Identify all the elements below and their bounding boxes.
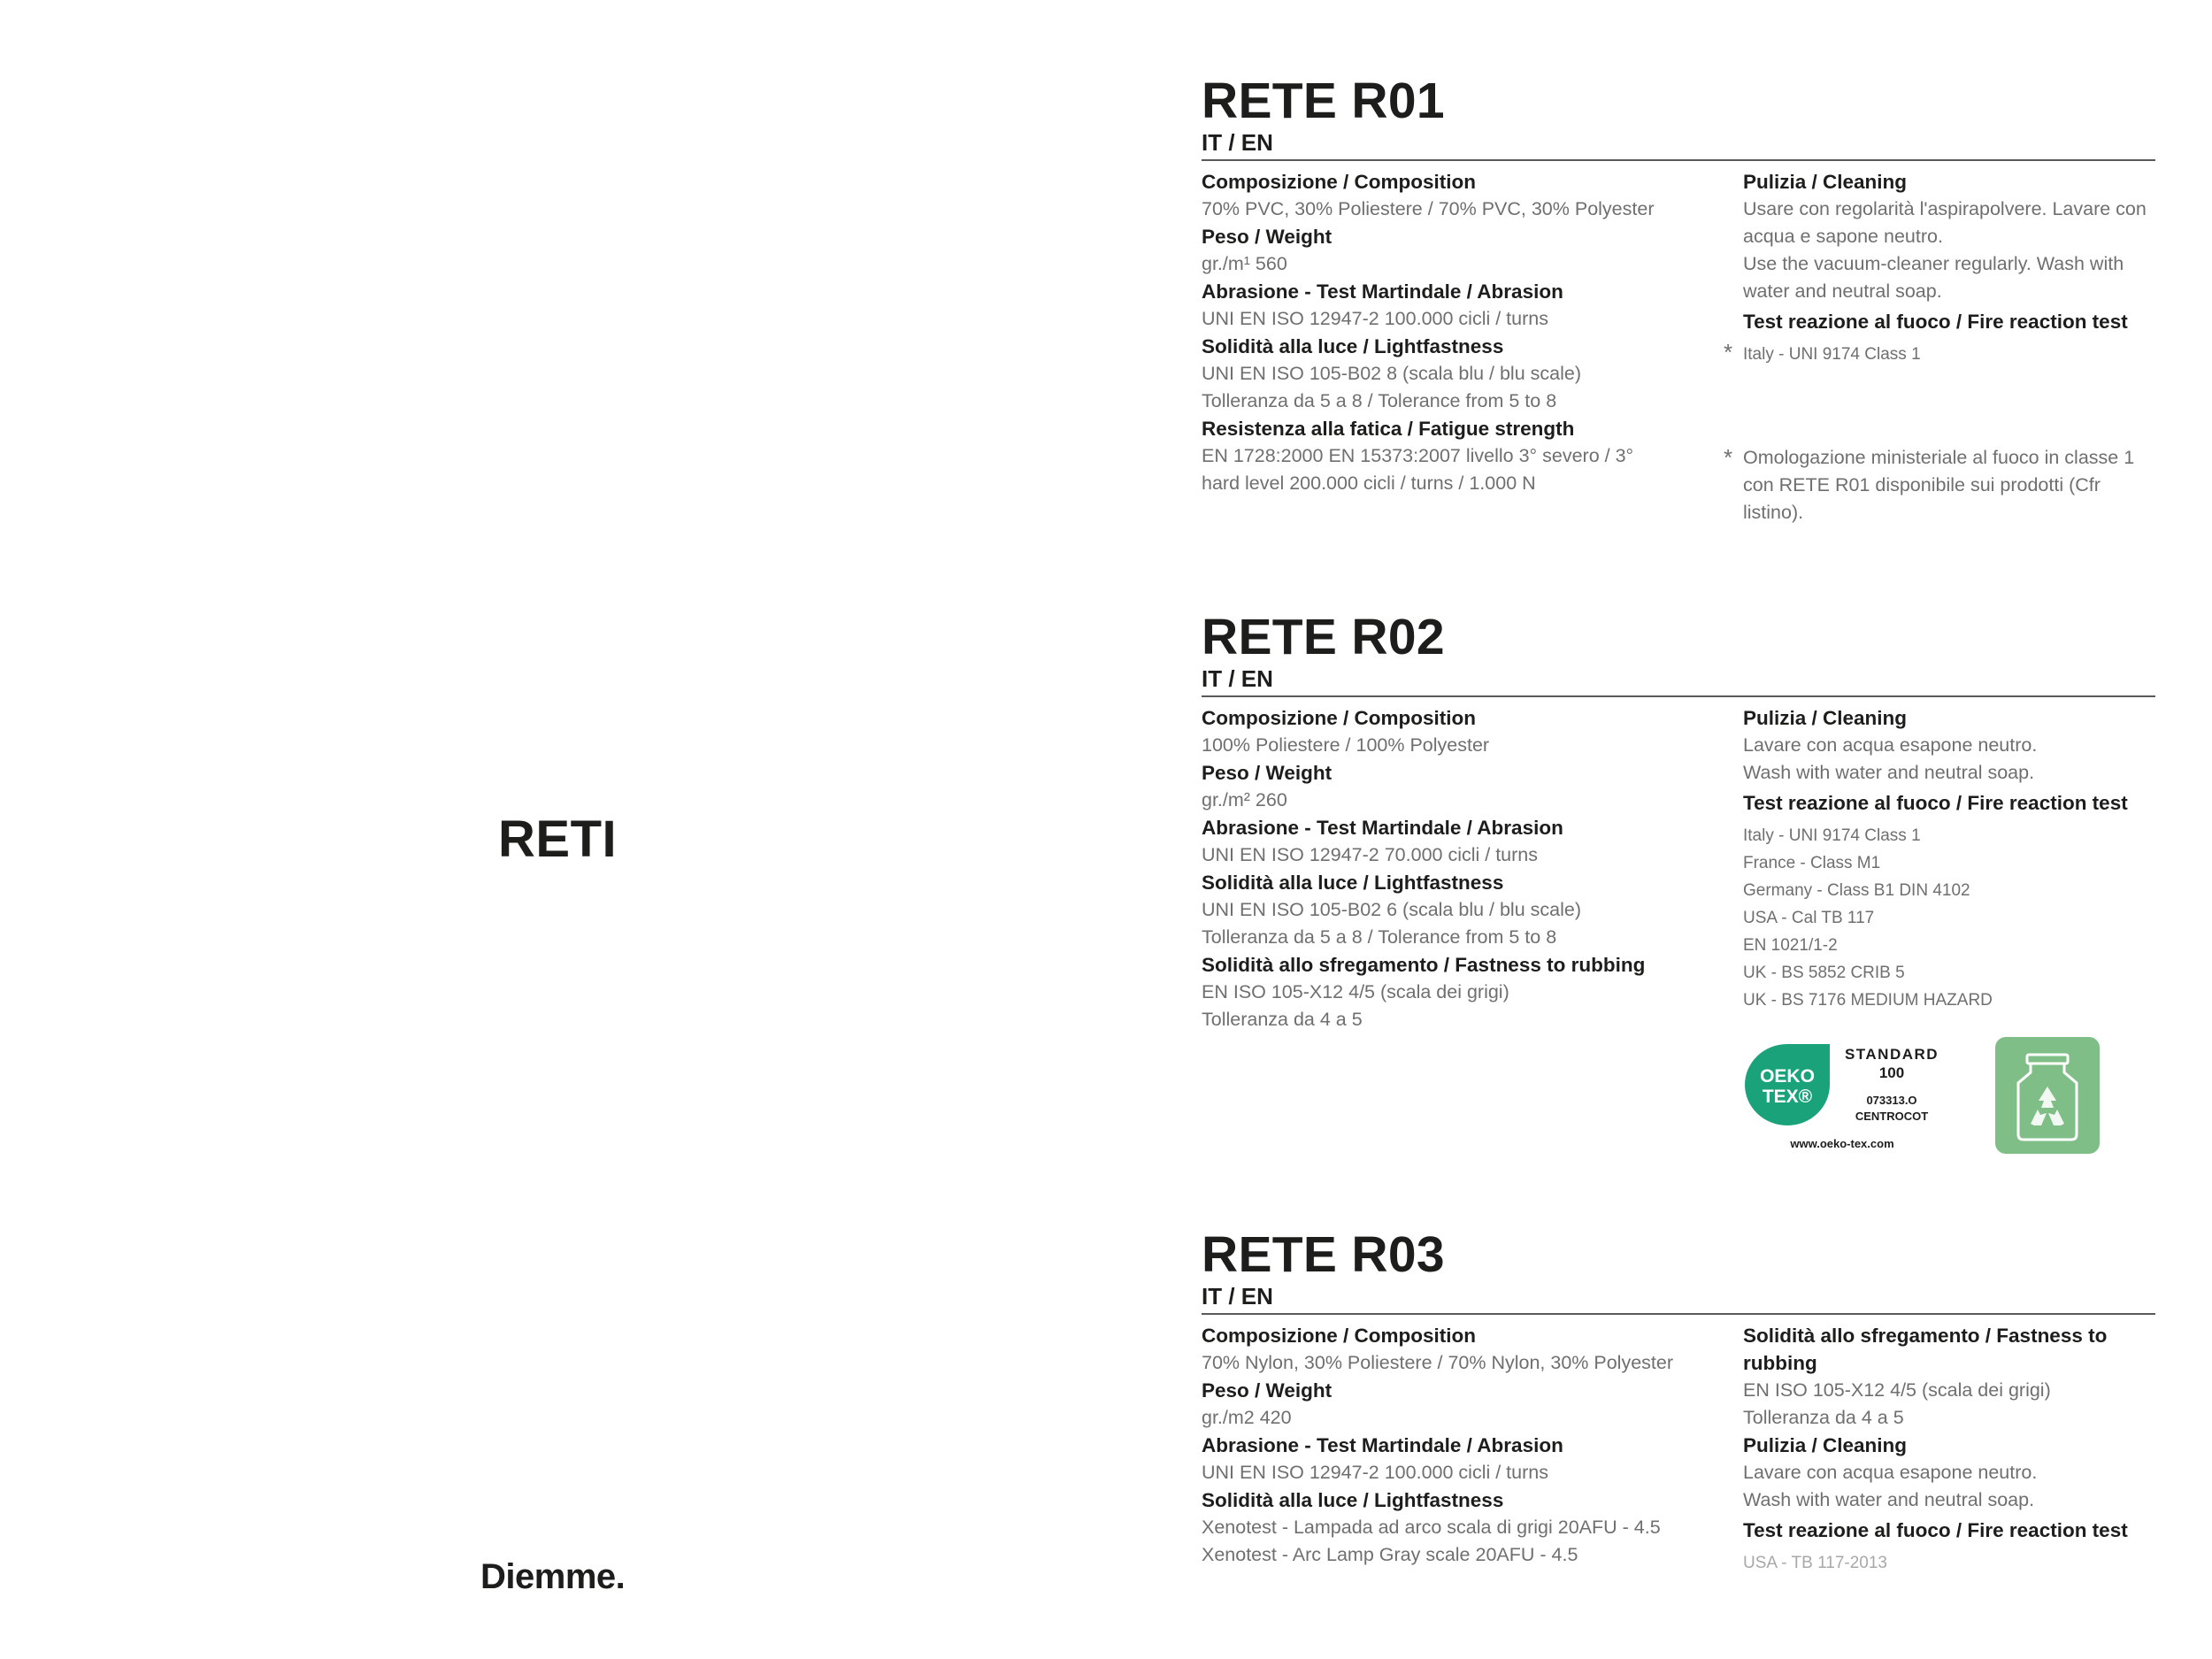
spec-label: Solidità alla luce / Lightfastness xyxy=(1202,335,1504,357)
approval-note-line: con RETE R01 disponibile sui prodotti (Cfr listino). xyxy=(1743,474,2101,523)
oeko-tex-url: www.oeko-tex.com xyxy=(1790,1137,1894,1150)
section-rete-r03 xyxy=(1202,1226,2155,1572)
certification-badges xyxy=(1743,1035,2159,1159)
oeko-tex-line1: OEKO xyxy=(1760,1066,1815,1087)
approval-note-line: Omologazione ministeriale al fuoco in classe 1 xyxy=(1743,447,2135,468)
spec-value: Tolleranza da 4 a 5 xyxy=(1202,1009,1363,1030)
spec-label: Abrasione - Test Martindale / Abrasion xyxy=(1202,1434,1563,1456)
brand-logo: Diemme. xyxy=(480,1557,626,1596)
spec-value: 70% Nylon, 30% Poliestere / 70% Nylon, 30% Polyester xyxy=(1202,1352,1673,1373)
page-heading: RETI xyxy=(498,810,618,868)
spec-value: Xenotest - Lampada ad arco scala di grigi 20AFU - 4.5 xyxy=(1202,1517,1661,1538)
section-rete-r01 xyxy=(1202,73,2155,523)
section-divider xyxy=(1202,1313,2155,1315)
spec-value: Tolleranza da 5 a 8 / Tolerance from 5 to 8 xyxy=(1202,926,1557,948)
cleaning-label: Pulizia / Cleaning xyxy=(1743,1434,1908,1456)
cleaning-text: Wash with water and neutral soap. xyxy=(1743,1489,2035,1510)
rubbing-label: Solidità allo sfregamento / Fastness to xyxy=(1743,1325,2108,1347)
cleaning-text: Lavare con acqua esapone neutro. xyxy=(1743,734,2038,756)
fire-test-label: Test reazione al fuoco / Fire reaction test xyxy=(1743,311,2128,333)
rubbing-value: EN ISO 105-X12 4/5 (scala dei grigi) xyxy=(1743,1379,2051,1401)
fire-test-item: USA - TB 117-2013 xyxy=(1743,1554,1888,1572)
section-language: IT / EN xyxy=(1202,129,1273,156)
spec-label: Solidità allo sfregamento / Fastness to rubbing xyxy=(1202,954,1646,976)
spec-value: UNI EN ISO 12947-2 100.000 cicli / turns xyxy=(1202,1462,1548,1483)
fire-test-item: UK - BS 7176 MEDIUM HAZARD xyxy=(1743,991,1993,1010)
approval-note xyxy=(1724,444,2159,526)
spec-label: Solidità alla luce / Lightfastness xyxy=(1202,872,1504,894)
spec-value: UNI EN ISO 12947-2 100.000 cicli / turns xyxy=(1202,308,1548,329)
spec-column-left xyxy=(1202,168,1732,497)
spec-value: 100% Poliestere / 100% Polyester xyxy=(1202,734,1490,756)
spec-label: Peso / Weight xyxy=(1202,1379,1333,1402)
asterisk-marker: * xyxy=(1724,339,1733,365)
cleaning-text: Use the vacuum-cleaner regularly. Wash with xyxy=(1743,253,2124,274)
spec-value: EN 1728:2000 EN 15373:2007 livello 3° severo / 3° xyxy=(1202,445,1634,466)
cleaning-text: Usare con regolarità l'aspirapolvere. Lavare con xyxy=(1743,198,2147,219)
spec-label: Peso / Weight xyxy=(1202,762,1333,784)
spec-column-left xyxy=(1202,1322,1732,1569)
spec-value: gr./m¹ 560 xyxy=(1202,253,1287,274)
spec-label: Resistenza alla fatica / Fatigue strength xyxy=(1202,418,1575,440)
fire-test-item xyxy=(1724,339,2159,368)
section-title: RETE R02 xyxy=(1202,609,1445,665)
recycled-bottle-icon xyxy=(1995,1037,2100,1154)
fire-test-label: Test reazione al fuoco / Fire reaction test xyxy=(1743,792,2128,814)
cleaning-label: Pulizia / Cleaning xyxy=(1743,171,1908,193)
spec-column-left xyxy=(1202,704,1732,1033)
spec-column-right xyxy=(1724,168,2159,526)
oeko-tex-line2: TEX® xyxy=(1762,1087,1813,1107)
section-divider xyxy=(1202,695,2155,697)
rubbing-value: Tolleranza da 4 a 5 xyxy=(1743,1407,1904,1428)
fire-test-item: Germany - Class B1 DIN 4102 xyxy=(1743,881,1970,900)
spec-value: gr./m2 420 xyxy=(1202,1407,1292,1428)
oeko-tex-label xyxy=(1743,1035,1955,1159)
spec-label: Composizione / Composition xyxy=(1202,707,1476,729)
cleaning-text: water and neutral soap. xyxy=(1743,280,1942,302)
spec-label: Abrasione - Test Martindale / Abrasion xyxy=(1202,817,1563,839)
fire-test-item: UK - BS 5852 CRIB 5 xyxy=(1743,964,1905,982)
rubbing-label: rubbing xyxy=(1743,1352,1817,1374)
spec-label: Abrasione - Test Martindale / Abrasion xyxy=(1202,280,1563,303)
oeko-tex-standard-number: 100 xyxy=(1878,1064,1905,1081)
asterisk-marker: * xyxy=(1724,444,1733,471)
fire-test-item: Italy - UNI 9174 Class 1 xyxy=(1743,826,1921,845)
spec-value: UNI EN ISO 12947-2 70.000 cicli / turns xyxy=(1202,844,1539,865)
spec-column-right xyxy=(1743,704,2159,1014)
oeko-tex-institute: CENTROCOT xyxy=(1855,1110,1929,1123)
spec-value: Xenotest - Arc Lamp Gray scale 20AFU - 4.5 xyxy=(1202,1544,1578,1565)
fire-test-label: Test reazione al fuoco / Fire reaction test xyxy=(1743,1519,2128,1541)
cleaning-text: acqua e sapone neutro. xyxy=(1743,226,1943,247)
section-language: IT / EN xyxy=(1202,1283,1273,1310)
fire-test-list xyxy=(1743,822,2159,1014)
oeko-tex-standard: STANDARD xyxy=(1844,1046,1939,1063)
section-title: RETE R03 xyxy=(1202,1226,1445,1283)
spec-value: hard level 200.000 cicli / turns / 1.000 N xyxy=(1202,472,1536,494)
section-rete-r02 xyxy=(1202,609,2155,1150)
spec-value: EN ISO 105-X12 4/5 (scala dei grigi) xyxy=(1202,981,1509,1002)
fire-test-item: EN 1021/1-2 xyxy=(1743,936,1838,955)
section-language: IT / EN xyxy=(1202,665,1273,692)
cleaning-text: Lavare con acqua esapone neutro. xyxy=(1743,1462,2038,1483)
fire-test-item: USA - Cal TB 117 xyxy=(1743,909,1875,927)
oeko-tex-code: 073313.O xyxy=(1866,1094,1917,1107)
fire-test-text: Italy - UNI 9174 Class 1 xyxy=(1743,345,1921,364)
spec-label: Composizione / Composition xyxy=(1202,1325,1476,1347)
spec-value: UNI EN ISO 105-B02 8 (scala blu / blu scale) xyxy=(1202,363,1581,384)
spec-column-right xyxy=(1743,1322,2159,1577)
spec-value: 70% PVC, 30% Poliestere / 70% PVC, 30% Polyester xyxy=(1202,198,1655,219)
spec-value: gr./m² 260 xyxy=(1202,789,1287,810)
cleaning-text: Wash with water and neutral soap. xyxy=(1743,762,2035,783)
spec-label: Composizione / Composition xyxy=(1202,171,1476,193)
cleaning-label: Pulizia / Cleaning xyxy=(1743,707,1908,729)
spec-label: Solidità alla luce / Lightfastness xyxy=(1202,1489,1504,1511)
section-divider xyxy=(1202,159,2155,161)
spec-value: Tolleranza da 5 a 8 / Tolerance from 5 to 8 xyxy=(1202,390,1557,411)
fire-test-item: France - Class M1 xyxy=(1743,854,1881,872)
spec-value: UNI EN ISO 105-B02 6 (scala blu / blu scale) xyxy=(1202,899,1581,920)
spec-label: Peso / Weight xyxy=(1202,226,1333,248)
section-title: RETE R01 xyxy=(1202,73,1445,129)
